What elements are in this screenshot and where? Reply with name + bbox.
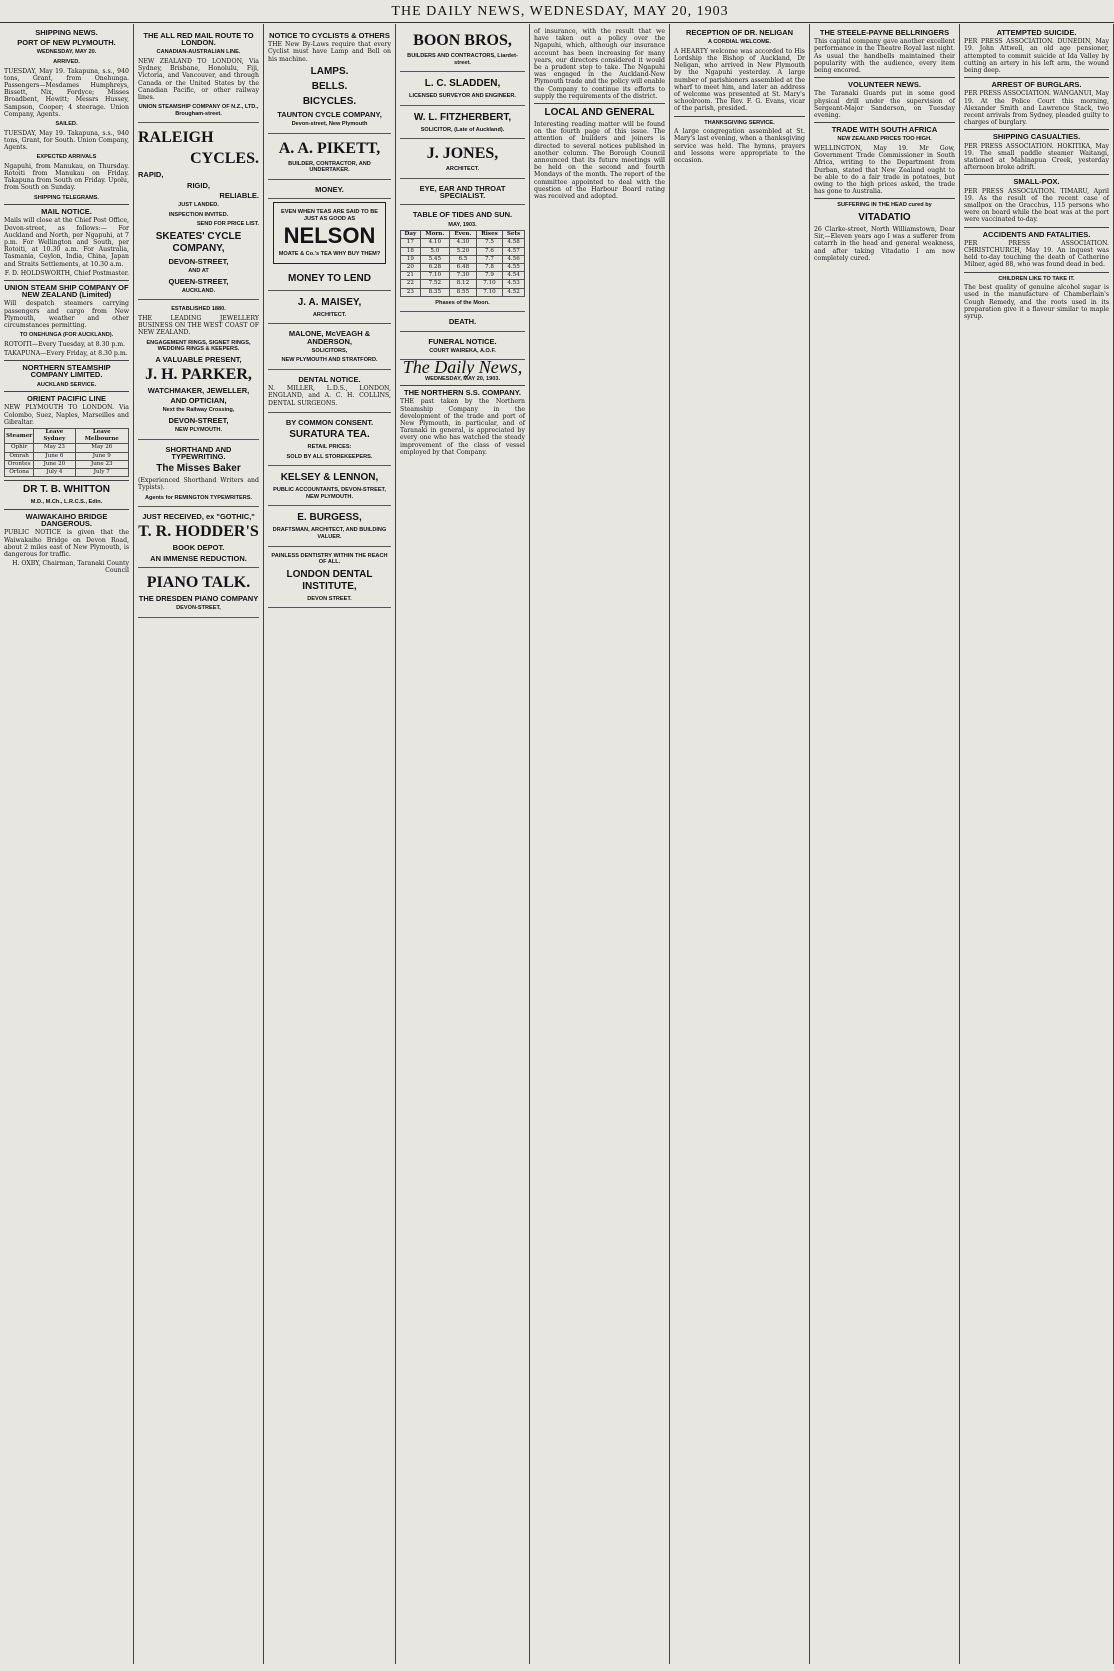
just-received: JUST RECEIVED, ex "GOTHIC,": [142, 512, 255, 522]
masthead: [0, 0, 1114, 23]
editorial-continued: of insurance, with the result that we have taken out a policy over the Ngapuhi, which, although our insurance account has been increasing for many years, our directors considered it would be a prudent step to take. The Ngapuhi was engaged in the Auckland-New Plymouth trade and the policy will enable the Company to continue its efforts to supply the requirements of the district.: [534, 28, 665, 100]
canadian-heading: CANADIAN-AUSTRALIAN LINE.: [156, 49, 241, 56]
divider: [4, 360, 129, 361]
table-row: 22 7.52 8.12 7.10 4.53: [401, 280, 525, 288]
auckland-service: AUCKLAND SERVICE.: [36, 381, 97, 388]
casualties-text: PER PRESS ASSOCIATION. HOKITIKA, May 19. The small paddle steamer Waitangi, stationed at Mahinapua Creek, yesterday afternoon broke adrift.: [964, 142, 1109, 172]
maisey-heading: J. A. MAISEY,: [297, 296, 362, 308]
pikett-heading: A. A. PIKETT,: [278, 139, 381, 157]
table-row: 21 7.10 7.30 7.9 4.54: [401, 272, 525, 280]
table-row: 23 8.35 8.55 7.10 4.52: [401, 288, 525, 296]
bridge-heading: WAIWAKAIHO BRIDGE DANGEROUS.: [25, 511, 108, 529]
malone-location: NEW PLYMOUTH AND STRATFORD.: [281, 357, 378, 364]
orient-text: NEW PLYMOUTH TO LONDON. Via Colombo, Suez, Naples, Marseilles and Gibraltar.: [4, 404, 129, 426]
table-header: Morn.: [420, 231, 449, 239]
kelsey-sub: PUBLIC ACCOUNTANTS, DEVON-STREET, NEW PLYMOUTH.: [273, 487, 386, 500]
misses-baker: The Misses Baker: [156, 463, 241, 475]
tides-heading: TABLE OF TIDES AND SUN.: [412, 210, 513, 220]
lend-heading: MONEY TO LEND: [288, 272, 371, 284]
established: ESTABLISHED 1880.: [171, 306, 226, 313]
table-row: 20 6.28 6.48 7.8 4.55: [401, 263, 525, 271]
divider: [964, 129, 1109, 130]
smallpox-heading: SMALL-POX.: [1013, 177, 1060, 187]
local-text: Interesting reading matter will be found on the fourth page of this issue. The attention of builders and joiners is directed to several notices published in another column. The Borough Council announced that its future meetings will be held on the second and fourth Mondays of the month. The report of the committee appointed to deal with the question of the Harbour Board rating was received and adopted.: [534, 121, 665, 201]
boon-sub: BUILDERS AND CONTRACTORS, Liardet-street.: [407, 53, 518, 66]
money-heading: MONEY.: [315, 184, 344, 194]
trade-text: WELLINGTON, May 19. Mr Gow, Government Trade Commissioner in South Africa, writing to the Department from Durban, stated that New Zealand ought to be able to do a fair trade in potatoes, but owing to the high prices asked, the trade has gone to Australia.: [814, 145, 955, 196]
vitadatio-text: 26 Clarke-street, North Williamstown, Dear Sir,—Eleven years ago I was a sufferer from catarrh in the head and general weakness, and after taking Vitadatio I am now completely cured.: [814, 226, 955, 262]
table-row: 18 5.0 5.20 7.6 4.57: [401, 247, 525, 255]
burgess-heading: E. BURGESS,: [297, 512, 362, 524]
divider: [400, 385, 525, 386]
postmaster: F. D. HOLDSWORTH, Chief Postmaster.: [4, 269, 129, 277]
baker-ad: [138, 440, 259, 507]
jones-heading: J. JONES,: [426, 145, 499, 163]
retail-prices: RETAIL PRICES:: [307, 443, 352, 450]
reception-text: A HEARTY welcome was accorded to His Lordship the Bishop of Auckland, Dr Neligan, who arrived in New Plymouth by the Ngapuhi yesterday. A large number of parishioners assembled at the wharf to meet him, and later an address of welcome was presented at St. Mary's schoolroom. The Rev. F. G. Evans, vicar of the parish, presided.: [674, 47, 805, 113]
and-at: AND AT: [188, 268, 209, 274]
table-header: Leave Melbourne: [75, 429, 128, 444]
maisey-architect: ARCHITECT.: [312, 311, 347, 318]
jones-sub: ARCHITECT.: [445, 166, 480, 173]
column-news-8: [960, 24, 1114, 1664]
thanksgiving-heading: THANKSGIVING SERVICE.: [704, 119, 775, 126]
telegrams-heading: SHIPPING TELEGRAMS.: [34, 194, 99, 201]
kelsey-ad: [268, 466, 391, 506]
column-shipping: [0, 24, 134, 1664]
expected-text: Ngapuhi, from Manukau, on Thursday. Rotoiti from Manukau on Friday. Takapuna from South on Friday. Upolu, from South on Sunday.: [4, 162, 129, 192]
death-notice: [400, 312, 525, 331]
moon-phases: Phases of the Moon.: [435, 299, 490, 306]
skeates-heading: SKEATES' CYCLE COMPANY,: [155, 230, 242, 254]
just-landed: JUST LANDED.: [178, 202, 219, 209]
hodder-heading: T. R. HODDER'S: [138, 523, 259, 541]
burgess-ad: [268, 506, 391, 546]
tag-reliable: RELIABLE.: [219, 190, 259, 200]
sladden-sub: LICENSED SURVEYOR AND ENGINEER.: [409, 93, 516, 100]
malone-ad: [268, 324, 391, 370]
money-ad: [268, 180, 391, 199]
maisey-ad: [268, 291, 391, 325]
mail-notice-heading: MAIL NOTICE.: [41, 207, 92, 217]
orient-heading: ORIENT PACIFIC LINE: [26, 394, 107, 404]
casualties-heading: SHIPPING CASUALTIES.: [992, 132, 1081, 142]
sailed-heading: SAILED.: [55, 121, 78, 128]
divider: [964, 174, 1109, 175]
table-header: Steamer: [5, 429, 34, 444]
table-row: Ophir May 23 May 26: [5, 444, 129, 452]
boon-ad: [400, 26, 525, 72]
queen-street: QUEEN-STREET,: [168, 276, 229, 286]
divider: [4, 391, 129, 392]
divider: [814, 198, 955, 199]
divider: [4, 280, 129, 281]
sold-by: SOLD BY ALL STOREKEEPERS.: [286, 453, 373, 460]
auckland: AUCKLAND.: [181, 287, 216, 294]
table-header: Rises: [476, 231, 502, 239]
taunton-addr: Devon-street, New Plymouth: [291, 121, 368, 128]
port-title: PORT OF NEW PLYMOUTH.: [17, 38, 116, 48]
tag-rigid: RIGID,: [187, 180, 210, 190]
new-plymouth: NEW PLYMOUTH.: [174, 427, 223, 434]
tides-table: [400, 230, 525, 297]
devon-street: DEVON-STREET,: [168, 256, 229, 266]
table-row: Orontes June 20 June 23: [5, 460, 129, 468]
suicide-text: PER PRESS ASSOCIATION. DUNEDIN, May 19. John Attwell, an old age pensioner, attempted to commit suicide at Ida Valley by cutting an artery in his left arm, the wound being deep.: [964, 38, 1109, 75]
newspaper-title: THE DAILY NEWS, WEDNESDAY, MAY 20, 1903: [391, 4, 729, 19]
bellringers-text: This capital company gave another excellent performance in the Theatre Royal last night. As usual the handbells maintained their popularity with the audience, every item being encored.: [814, 38, 955, 75]
devon-street-3: DEVON-STREET,: [176, 605, 221, 611]
allred-ad: [138, 26, 259, 123]
suratura-ad: [268, 413, 391, 466]
london-dental-ad: [268, 547, 391, 609]
smallpox-text: PER PRESS ASSOCIATION. TIMARU, April 19. As the result of the recent case of smallpox on the Gracchus, 115 persons who were on board while the boat was at the port were vaccinated to-day.: [964, 187, 1109, 224]
tides-table-block: [400, 205, 525, 312]
tides-month: MAY, 1903.: [448, 221, 477, 228]
parker-ad: [138, 300, 259, 439]
union-agents: UNION STEAMSHIP COMPANY OF N.Z., LTD., Brougham-street.: [138, 104, 259, 117]
oxby: H. OXBY, Chairman, Taranaki County Council: [12, 560, 129, 575]
allred-heading: THE ALL RED MAIL ROUTE TO LONDON.: [143, 31, 254, 48]
canadian-text: NEW ZEALAND TO LONDON, Via Sydney, Brisbane, Honolulu, Fiji, Victoria, and Vancouver, and through Canada or the United States by the Canadian Pacific, or other railway lines.: [138, 58, 259, 102]
whitton-sub: M.D., M.Ch., L.R.C.S., Edin.: [30, 499, 103, 506]
onehunga-heading: TO ONEHUNGA (FOR AUCKLAND).: [19, 332, 114, 339]
reception-sub: A CORDIAL WELCOME.: [707, 39, 772, 46]
burgess-sub: DRAFTSMAN, ARCHITECT, AND BUILDING VALUER.: [272, 527, 387, 540]
divider: [4, 509, 129, 510]
bridge-text: PUBLIC NOTICE is given that the Waiwakaiho Bridge on Devon Road, about 2 miles east of New Plymouth, is dangerous for traffic.: [4, 529, 129, 558]
daily-news-nameplate: The Daily News,: [402, 357, 523, 378]
tag-rapid: RAPID,: [138, 170, 164, 180]
death-heading: DEATH.: [448, 317, 477, 327]
lend-ad: [268, 267, 391, 291]
divider: [674, 116, 805, 117]
dental-ad: [268, 370, 391, 413]
column-ads-2: [134, 24, 264, 1664]
baker-text: (Experienced Shorthand Writers and Typists).: [138, 477, 259, 492]
lamps: LAMPS.: [310, 65, 349, 77]
price-list: SEND FOR PRICE LIST.: [196, 221, 259, 228]
funeral-heading: FUNERAL NOTICE.: [428, 336, 497, 346]
accidents-text: PER PRESS ASSOCIATION. CHRISTCHURCH, May 19. An inquest was held to-day touching the death of Catherine Milner, aged 88, who was found dead in bed.: [964, 239, 1109, 269]
fitzherbert-sub: SOLICITOR, (Late of Auckland).: [420, 126, 505, 133]
table-header: Sets: [503, 231, 525, 239]
table-row: Omrah June 6 June 9: [5, 452, 129, 460]
shorthand-heading: SHORTHAND AND TYPEWRITING.: [165, 444, 232, 461]
union-ss-text: Will despatch steamers carrying passengers and cargo from New Plymouth, weather and other circumstances permitting.: [4, 300, 129, 330]
eye-heading: EYE, EAR AND THROAT SPECIALIST.: [419, 183, 506, 201]
cyclists-heading: NOTICE TO CYCLISTS & OTHERS: [269, 31, 390, 40]
section-heading: SHIPPING NEWS.: [35, 28, 98, 37]
jewellery-text: THE LEADING JEWELLERY BUSINESS ON THE WEST COAST OF NEW ZEALAND.: [138, 314, 259, 337]
london-dental-street: DEVON STREET.: [307, 595, 352, 602]
table-row: 19 5.45 6.5 7.7 4.56: [401, 255, 525, 263]
table-row: 17 4.10 4.30 7.5 4.58: [401, 239, 525, 247]
raleigh-heading: RALEIGH: [138, 129, 214, 147]
eye-ad: [400, 179, 525, 205]
divider: [4, 204, 129, 205]
pikett-ad: [268, 134, 391, 180]
dresden-heading: THE DRESDEN PIANO COMPANY: [138, 593, 259, 603]
column-reception: [670, 24, 810, 1664]
pikett-sub: BUILDER, CONTRACTOR, AND UNDERTAKER.: [288, 160, 371, 174]
whitton-heading: DR T. B. WHITTON: [22, 484, 111, 496]
divider: [534, 103, 665, 104]
valuable-present: A VALUABLE PRESENT,: [155, 354, 242, 364]
column-ads-4: [396, 24, 530, 1664]
table-header: Day: [401, 231, 421, 239]
book-depot: BOOK DEPOT.: [172, 543, 225, 553]
editorial-date: WEDNESDAY, MAY 20, 1903.: [424, 375, 501, 382]
piano-talk-heading: PIANO TALK.: [146, 573, 251, 591]
cyclists-ad: [268, 26, 391, 134]
boon-heading: BOON BROS,: [413, 32, 512, 49]
trade-heading: TRADE WITH SOUTH AFRICA: [831, 125, 938, 135]
divider: [964, 77, 1109, 78]
divider: [814, 122, 955, 123]
editorial-heading: THE NORTHERN S.S. COMPANY.: [404, 388, 521, 398]
volunteer-text: The Taranaki Guards put in some good physical drill under the supervision of Sergeant-Major Sanderson, on Tuesday evening.: [814, 90, 955, 120]
nelson-top: EVEN WHEN TEAS ARE SAID TO BE JUST AS GOOD AS: [281, 209, 378, 222]
taunton-heading: TAUNTON CYCLE COMPANY,: [277, 109, 382, 119]
local-heading: LOCAL AND GENERAL: [544, 107, 655, 119]
children-text: The best quality of genuine alcohol sugar is used in the manufacture of Chamberlain's Cough Remedy, and the roots used in its preparation give it a flavour similar to maple syrup.: [964, 284, 1109, 321]
bells: BELLS.: [311, 80, 348, 92]
editorial-text: THE past taken by the Northern Steamship Company in the development of the trade and port of New Plymouth, in particular, and of Taranaki in general, is appreciated by every one who has watched the steady improvement of the class of vessel employed by that Company.: [400, 398, 525, 456]
reduction: AN IMMENSE REDUCTION.: [150, 553, 247, 563]
arrived-text: TUESDAY, May 19. Takapuna, s.s., 940 tons, Grant, from Onehunga. Passengers—Mesdames Humphreys, Bissett, Nix, Fordyce; Misses Broadbent, Hewitt; Messrs Hussey, Sampson, Cooper; 4 steerage. Union Company, Agents.: [4, 67, 129, 118]
inspection: INSPECTION INVITED.: [168, 211, 229, 218]
sladden-ad: [400, 72, 525, 106]
remington: Agents for REMINGTON TYPEWRITERS.: [144, 494, 253, 501]
court-wareika: COURT WAIREKA, A.O.F.: [429, 347, 496, 354]
raleigh-ad: [138, 123, 259, 300]
table-header: Leave Sydney: [34, 429, 75, 444]
rotoiti-line: ROTOITI—Every Tuesday, at 8.30 p.m.: [4, 340, 126, 348]
nelson-logo: NELSON: [283, 223, 376, 249]
expected-heading: EXPECTED ARRIVALS: [36, 154, 97, 161]
hodder-ad: [138, 507, 259, 568]
piano-ad: [138, 568, 259, 618]
malone-heading: MALONE, McVEAGH & ANDERSON,: [288, 329, 371, 346]
miller-text: N. MILLER, L.D.S., LONDON, ENGLAND, and A. C. H. COLLINS, DENTAL SURGEONS.: [268, 385, 391, 407]
union-ss-heading: UNION STEAM SHIP COMPANY OF NEW ZEALAND (Limited): [4, 283, 129, 300]
london-dental-heading: LONDON DENTAL INSTITUTE,: [286, 568, 373, 592]
suffering-heading: SUFFERING IN THE HEAD cured by: [837, 202, 932, 209]
thanksgiving-text: A large congregation assembled at St. Mary's last evening, when a thanksgiving service was held. The hymns, prayers and lessons were appropriate to the occasion.: [674, 128, 805, 165]
malone-solicitors: SOLICITORS,: [311, 347, 348, 354]
sailings-table: [4, 428, 129, 477]
divider: [4, 480, 129, 481]
table-header: Even.: [449, 231, 476, 239]
burglars-heading: ARREST OF BURGLARS.: [991, 80, 1082, 90]
next-bank: Next the Railway Crossing,: [162, 407, 235, 414]
divider: [964, 272, 1109, 273]
jones-ad: [400, 139, 525, 179]
children-heading: CHILDREN LIKE TO TAKE IT.: [998, 275, 1075, 282]
engagement-rings: ENGAGEMENT RINGS, SIGNET RINGS, WEDDING RINGS & KEEPERS.: [146, 339, 251, 353]
sailed-text: TUESDAY, May 19. Takapuna, s.s., 940 tons, Grant, for South. Union Company, Agents.: [4, 129, 129, 152]
column-ads-3: [264, 24, 396, 1664]
by-common-consent: BY COMMON CONSENT.: [285, 417, 374, 427]
table-row: Ortona July 4 July 7: [5, 469, 129, 477]
sladden-heading: L. C. SLADDEN,: [424, 78, 501, 90]
vitadatio-heading: VITADATIO: [858, 212, 911, 224]
northern-ss-heading: NORTHERN STEAMSHIP COMPANY LIMITED.: [22, 363, 111, 380]
reception-heading: RECEPTION OF DR. NELIGAN: [685, 28, 794, 37]
fitzherbert-ad: [400, 106, 525, 140]
bellringers-heading: THE STEELE-PAYNE BELLRINGERS: [819, 28, 950, 37]
divider: [814, 77, 955, 78]
takapuna-line: TAKAPUNA—Every Friday, at 8.30 p.m.: [4, 350, 128, 358]
arrived-heading: ARRIVED.: [53, 59, 80, 65]
parker-heading: J. H. PARKER,: [145, 365, 252, 383]
nelson-bottom: MOATE & Co.'s TEA WHY BUY THEM?: [278, 251, 381, 258]
burglars-text: PER PRESS ASSOCIATION. WANGANUI, May 19. At the Police Court this morning, Alexander Smith and Lawrence Stack, two recent arrivals from Sydney, pleaded guilty to charges of burglary.: [964, 90, 1109, 127]
devon-street-2: DEVON-STREET,: [168, 415, 229, 425]
cyclists-text: THE New By-Laws require that every Cyclist must have Lamp and Bell on his machine.: [268, 41, 391, 63]
divider: [964, 227, 1109, 228]
nelson-tea-ad: [273, 202, 386, 264]
column-editorial: [530, 24, 670, 1664]
watchmaker: WATCHMAKER, JEWELLER,: [147, 385, 250, 395]
painless: PAINLESS DENTISTRY WITHIN THE REACH OF ALL.: [271, 552, 388, 566]
cycles-heading: CYCLES.: [190, 150, 259, 168]
kelsey-heading: KELSEY & LENNON,: [280, 472, 379, 484]
fitzherbert-heading: W. L. FITZHERBERT,: [413, 111, 512, 123]
mail-notice-text: Mails will close at the Chief Post Office, Devon-street, as follows:— For Auckland and North, per Ngapuhi, at 7 p.m. For Wellington and South, per Rotoiti, at 10.30 a.m. For Australia, Tasmania, Ceylon, India, China, Japan and Straits Settlements, at 10.30 a.m.: [4, 217, 129, 268]
funeral-notice: [400, 332, 525, 361]
optician: AND OPTICIAN,: [170, 396, 227, 406]
dental-heading: DENTAL NOTICE.: [298, 374, 361, 384]
suratura-heading: SURATURA TEA.: [289, 428, 370, 440]
trade-sub: NEW ZEALAND PRICES TOO HIGH.: [837, 136, 932, 143]
accidents-heading: ACCIDENTS AND FATALITIES.: [982, 229, 1091, 239]
bicycles: BICYCLES.: [302, 95, 357, 107]
date-line: WEDNESDAY, MAY 20.: [36, 49, 97, 56]
column-news-7: [810, 24, 960, 1664]
suicide-heading: ATTEMPTED SUICIDE.: [996, 28, 1077, 37]
volunteer-heading: VOLUNTEER NEWS.: [848, 80, 921, 90]
